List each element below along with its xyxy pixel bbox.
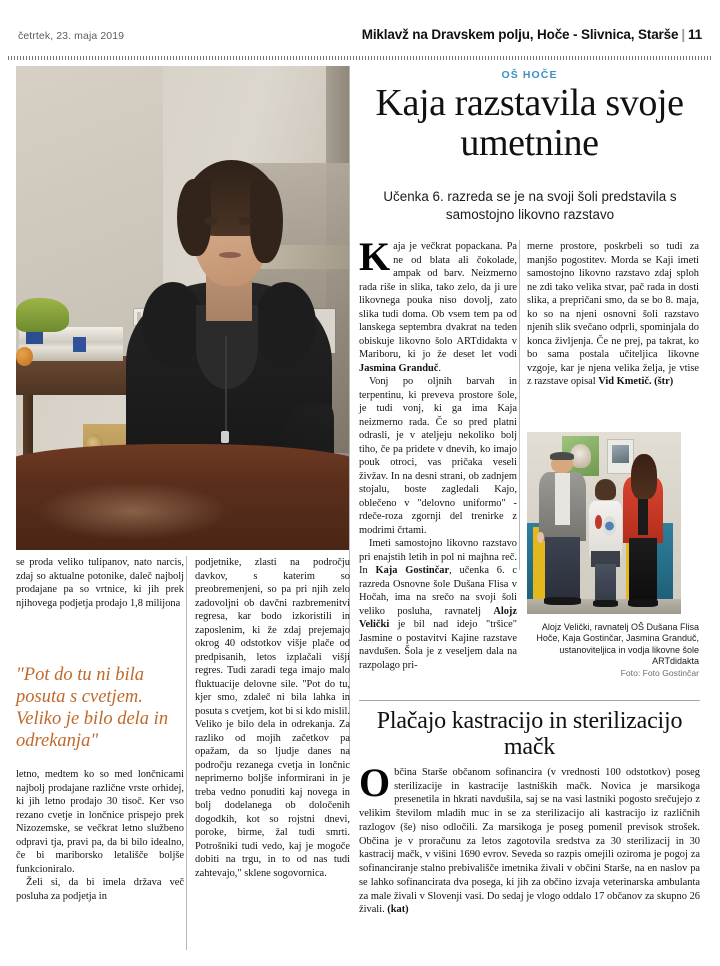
group-photo-girl-shoes — [593, 600, 617, 606]
page-title: Kaja razstavila svoje umetnine — [375, 82, 684, 164]
photo-woman-hair-right — [250, 179, 283, 263]
masthead — [18, 27, 702, 51]
mid-column-text — [195, 556, 350, 880]
group-photo-man — [539, 454, 585, 605]
group-photo-girl-legs — [595, 564, 617, 603]
byline-vid-kmetic: Vid Kmetič. (štr) — [598, 376, 674, 388]
main-article-paragraph-1-end: . — [438, 362, 441, 374]
drop-cap-o: O — [359, 760, 391, 805]
person-name-jasmina-granduc: Jasmina Granduč — [359, 362, 439, 374]
group-photo-girl-sweater-motif-red — [595, 515, 602, 529]
second-article-body — [359, 760, 700, 917]
main-article-column-2 — [527, 240, 699, 389]
photo-orange-fruit — [16, 347, 33, 366]
main-article-paragraph-4 — [527, 240, 699, 389]
main-article-paragraph-3 — [359, 537, 517, 672]
drop-cap-k: K — [359, 234, 391, 279]
main-article-paragraph-3-d: je bil nad idejo "tršice" Jasmine o postavitvi Kajine razstave navdušen. Šola je z veseljem dala na razpolago pri- — [359, 619, 517, 671]
photo-woman-eye-right — [239, 217, 251, 225]
portrait-photo — [16, 66, 349, 550]
photo-caption — [527, 622, 699, 679]
person-name-kaja-gostincar: Kaja Gostinčar — [375, 565, 450, 577]
masthead-separator: | — [681, 27, 686, 42]
photo-table-reflection — [36, 482, 229, 540]
second-article-headline: Plačajo kastracijo in sterilizacijo mačk — [376, 708, 683, 761]
photo-blue-box-two — [73, 337, 86, 352]
second-article-paragraph-1-text: bčina Starše občanom sofinancira (v vrednosti 100 odstotkov) poseg sterilizacije in kastracije lastniških mačk. Novica je marsikoga presenetila in hkrati navdušila, saj se na vasi lastniki pogosto srečujejo z velikim številom mladih muc in se za sterilizacijo ali kastracijo iz različnih razlogov (še) niso odločili. Za marsikoga je poseg pomenil previsok strošek. Občina je v proračunu za letos zagotovila sredstva za 30 sterilizacij in 30 kastracij mačk, v višini 1690 evrov. Seveda so razpis omejili oziroma je pogoj za sofinanciranje stalno prebivališče imetnika živali v občini Starše, na en naslov pa se lahko sofinancirata dva posega, ki jih za občino izvaja veterinarska ambulanta za male živali v Slovenji vasi. Do sedaj je vlogo oddalo 17 občanov za skupno 26 živali. — [359, 767, 700, 916]
photo-green-plant — [16, 298, 69, 332]
main-article-paragraph-1 — [359, 234, 517, 375]
group-photo-woman-hair — [631, 454, 657, 499]
photo-woman-drawstring-tip — [221, 431, 229, 442]
main-article-paragraph-2: Vonj po oljnih barvah in terpentinu, ki preveva prostore šole, je tudi vonj, ki ga ima Kaja neizmerno rada. Če so pred platni odrasli, je v ateljeju nekoliko bolj tiho, če pa pridete v dnevih, ko imajo pouk otroci, vas pričaka veseli živžav. In na desni strani, ob zadnjem stojalu, boste zagledali Kajo, oblečeno v "delovno uniformo" - rdeče-roza zgornji del trenirke z modrimi črtami. — [359, 376, 517, 536]
photo-side-table — [16, 356, 129, 395]
main-article-column-1 — [359, 234, 517, 673]
group-photo-girl — [589, 481, 623, 607]
pull-quote: "Pot do tu ni bila posuta s cvetjem. Veliko je bilo dela in odrekanja" — [16, 665, 169, 751]
photo-woman-drawstring — [225, 336, 227, 435]
article-subheadline: Učenka 6. razreda se je na svoji šoli predstavila s samostojno likovno razstavo — [383, 189, 677, 222]
left-column-text-continued — [16, 768, 184, 903]
main-article-paragraph-4-a: merne prostore, poskrbeli so tudi za manjšo pogostitev. Morda se Kaji imeti samostojno likovno razstavo zdaj sploh ne zdi tako velika stvar, pač rada in dosti slika, a prepričani smo, da se bo 8. maja, ko so na njeni osnovni šoli razstavo njenih slik svečano odprli, spominjala do konca življenja. Če ne prej, pa takrat, ko bo sama postala učiteljica likovne vzgoje, kar je njena velika želja, je vtise z razstave opisal — [527, 241, 699, 388]
masthead-page-number: 11 — [688, 27, 702, 42]
masthead-dotted-rule — [8, 56, 712, 60]
left-column-text — [16, 556, 184, 610]
group-photo-man-trousers — [545, 537, 580, 600]
masthead-date: četrtek, 23. maja 2019 — [18, 30, 125, 42]
group-photo-girl-hair — [595, 479, 615, 500]
group-photo-man-hair — [550, 452, 574, 460]
article-divider-horizontal — [359, 700, 700, 701]
photo-woman-mouth — [219, 252, 242, 258]
byline-kat: (kat) — [387, 904, 409, 916]
group-photo-man-hand — [537, 532, 543, 543]
masthead-sections-and-page — [362, 27, 702, 42]
person-name-alojz-velicki: Alojz Velički — [359, 605, 517, 631]
photo-caption-text: Alojz Velički, ravnatelj OŠ Dušana Flisa Hoče, Kaja Gostinčar, Jasmina Granduč, ustanoviteljica in vodja likovne šole ARTdidakta — [536, 622, 699, 666]
group-photo-woman — [622, 457, 664, 606]
group-photo-man-shirt — [555, 473, 570, 524]
left-column-paragraph-1: se proda veliko tulipanov, nato narcis, zdaj so aktualne potonike, daleč najbolj prodajane pa so vrtnice, ki jih prek njihovega podjetja prodajo 1,8 milijona — [16, 557, 184, 609]
column-divider-vertical-left — [186, 556, 187, 950]
mid-column-paragraph-1: podjetnike, zlasti na področju davkov, s katerim so preobremenjeni, so pa pri njih zelo zadovoljni ob davčni razbremenitvi regresa, kar bodo izkoristili in zaposlenim, ki že zdaj prejemajo okrog 40 odstotkov višje plače od predpisanih, letos izplačali višji regres. Tudi zaradi tega imajo malo fluktuacije delovne sile. "Pot do tu, kjer smo, zdaleč ni bila lahka in posuta s cvetjem, kot bi si kdo mislil. Veliko je bilo dela in odrekanja. Za razliko od mojih začetkov pa opažam, da so ljudje danes na področju rezanega cvetja in lončnic neprimerno boljše informirani in je treba vedno ponuditi kaj novega in bolj dodelanega ob določenih dogodkih, kot so rojstni dnevi, poroke, birme, žal tudi smrti. Potrošniki tudi vedo, kaj je mogoče dobiti na trgu, in to od nas tudi zahtevajo," sklene sogovornica. — [195, 557, 350, 879]
group-photo-woman-trousers — [629, 538, 657, 602]
main-article-paragraph-3-a: Imeti samostojno likovno razstavo pri enajstih letih in pol ni majhna reč. In — [359, 538, 517, 577]
second-article-paragraph-1 — [359, 760, 700, 917]
left-column-paragraph-3: Želi si, da bi imela država več posluha za podjetja in — [16, 877, 184, 902]
column-divider-vertical-right — [519, 240, 520, 570]
group-photo — [527, 432, 681, 614]
main-article-paragraph-1-text: aja je večkrat popackana. Pa ne od blata ali čokolade, ampak od barv. Neizmerno rada riše in slika, tako zelo, da ji ure likovnega pouka niso dovolj, zato slika tudi doma. Ob vsem tem pa od lanskega septembra dvakrat na teden obiskuje likovno šolo ARTdidakta v Mariboru, ki jo že deset let vodi — [359, 241, 517, 361]
photo-credit: Foto: Foto Gostinčar — [620, 668, 699, 679]
group-photo-man-shoes — [544, 597, 581, 605]
photo-woman-eye-left — [204, 217, 216, 225]
article-kicker: OŠ HOČE — [501, 69, 558, 81]
photo-woman-hood-right — [254, 282, 316, 366]
masthead-sections: Miklavž na Dravskem polju, Hoče - Slivnica, Starše — [361, 27, 679, 42]
group-photo-woman-shoes — [628, 599, 658, 606]
left-column-paragraph-2: letno, medtem ko so med lončnicami najbolj prodajane različne vrste orhidej, ki jih letno prodajo 30 tisoč. Ker vso rezano cvetje in lončnice prispejo prek Nizozemske, se večkrat letno službeno odpravi tja, pravi pa, da bi bilo idealno, če bi mariborsko letališče boljše funkcioniralo. — [16, 769, 184, 875]
main-article-paragraph-3-c: , učenka 6. c razreda Osnovne šole Dušana Flisa v Hočah, ima na srečo na svoji šoli veliko posluha, ravnatelj — [359, 565, 517, 617]
